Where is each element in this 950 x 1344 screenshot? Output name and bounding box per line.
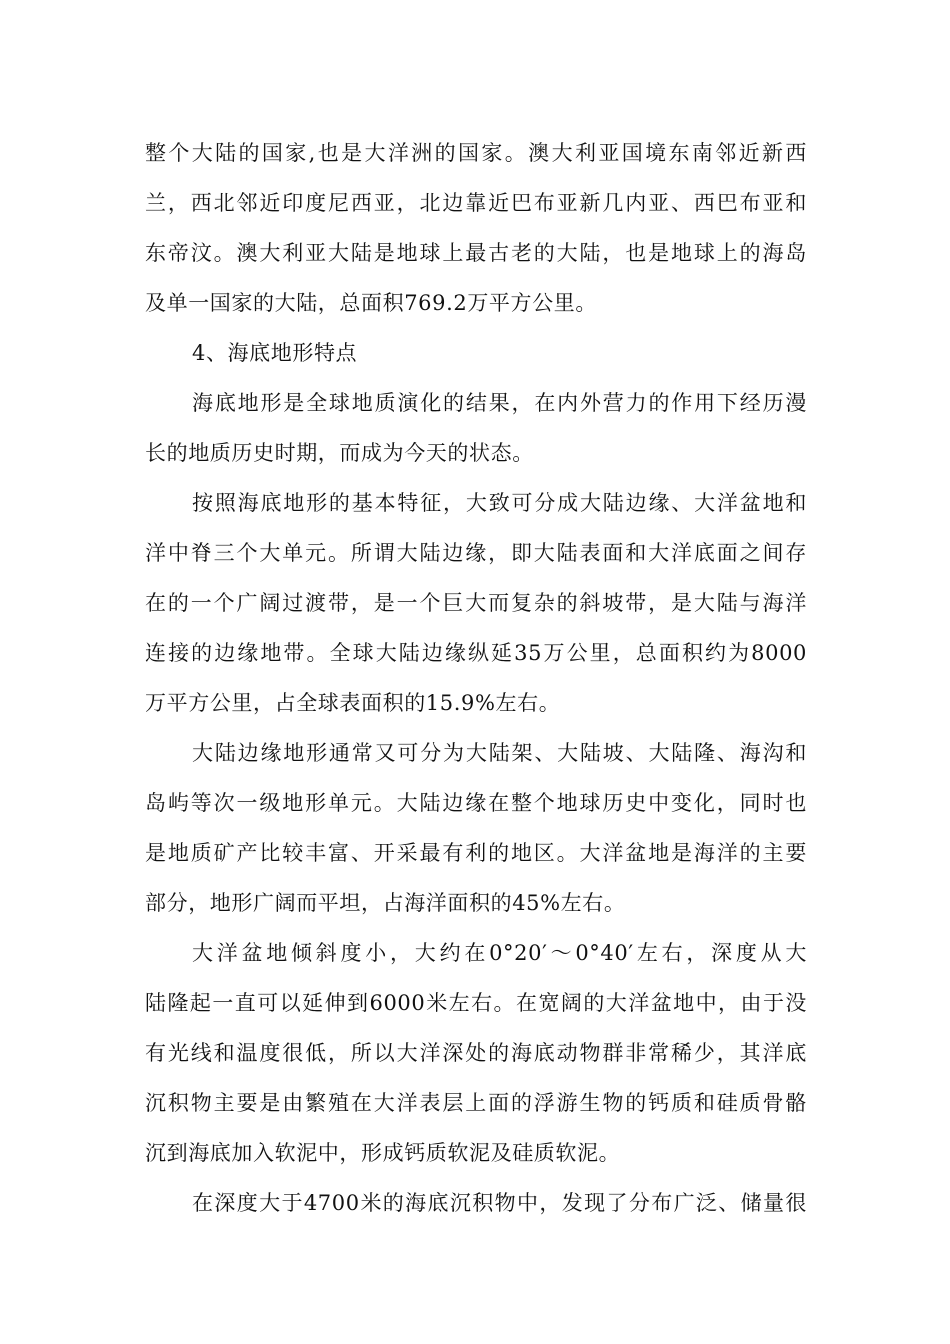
paragraph-5-line-2: 陆隆起一直可以延伸到6000米左右。在宽阔的大洋盆地中，由于没 bbox=[145, 991, 807, 1015]
paragraph-2-line-2: 长的地质历史时期，而成为今天的状态。 bbox=[145, 441, 534, 465]
paragraph-4-line-3: 是地质矿产比较丰富、开采最有利的地区。大洋盆地是海洋的主要 bbox=[145, 841, 807, 865]
paragraph-3-line-5: 万平方公里，占全球表面积的15.9%左右。 bbox=[145, 691, 561, 715]
paragraph-4-line-4: 部分，地形广阔而平坦，占海洋面积的45%左右。 bbox=[145, 891, 626, 915]
paragraph-3-line-4: 连接的边缘地带。全球大陆边缘纵延35万公里，总面积约为8000 bbox=[145, 641, 807, 665]
paragraph-1-line-1: 整个大陆的国家,也是大洋洲的国家。澳大利亚国境东南邻近新西 bbox=[145, 141, 807, 165]
paragraph-5-line-4: 沉积物主要是由繁殖在大洋表层上面的浮游生物的钙质和硅质骨骼 bbox=[145, 1091, 807, 1115]
paragraph-5-line-3: 有光线和温度很低，所以大洋深处的海底动物群非常稀少，其洋底 bbox=[145, 1041, 807, 1065]
paragraph-3-line-2: 洋中脊三个大单元。所谓大陆边缘，即大陆表面和大洋底面之间存 bbox=[145, 541, 807, 565]
paragraph-1-line-3: 东帝汶。澳大利亚大陆是地球上最古老的大陆，也是地球上的海岛 bbox=[145, 241, 807, 265]
paragraph-5-line-5: 沉到海底加入软泥中，形成钙质软泥及硅质软泥。 bbox=[145, 1141, 621, 1165]
paragraph-3-line-1: 按照海底地形的基本特征，大致可分成大陆边缘、大洋盆地和 bbox=[192, 491, 807, 515]
section-heading-4: 4、海底地形特点 bbox=[192, 341, 358, 365]
paragraph-4-line-1: 大陆边缘地形通常又可分为大陆架、大陆坡、大陆隆、海沟和 bbox=[192, 741, 807, 765]
paragraph-1-line-2: 兰，西北邻近印度尼西亚，北边靠近巴布亚新几内亚、西巴布亚和 bbox=[145, 191, 807, 215]
document-body bbox=[145, 132, 807, 1232]
paragraph-4-line-2: 岛屿等次一级地形单元。大陆边缘在整个地球历史中变化，同时也 bbox=[145, 791, 807, 815]
paragraph-6-line-1: 在深度大于4700米的海底沉积物中，发现了分布广泛、储量很 bbox=[192, 1191, 807, 1215]
paragraph-3-line-3: 在的一个广阔过渡带，是一个巨大而复杂的斜坡带，是大陆与海洋 bbox=[145, 591, 807, 615]
paragraph-2-line-1: 海底地形是全球地质演化的结果，在内外营力的作用下经历漫 bbox=[192, 391, 807, 415]
paragraph-1-line-4: 及单一国家的大陆，总面积769.2万平方公里。 bbox=[145, 291, 597, 315]
paragraph-5-line-1: 大洋盆地倾斜度小，大约在0°20′～0°40′左右，深度从大 bbox=[192, 941, 807, 965]
